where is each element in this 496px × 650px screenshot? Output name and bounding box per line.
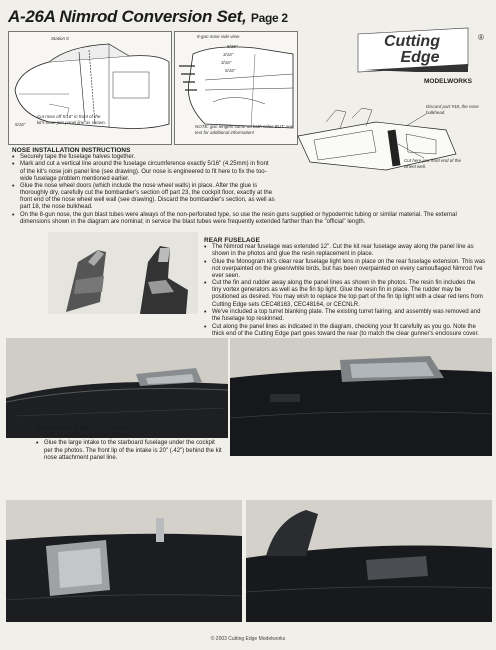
intake-photo-left-image xyxy=(6,500,242,622)
gun-length-note: NOTE: gun lengths same on both sides BUT: see text for additional information! xyxy=(195,124,294,135)
discard-bulkhead-note: Discard part #18, the nose bulkhead. xyxy=(426,104,479,115)
title-text: A-26A Nimrod Conversion Set, xyxy=(8,7,247,26)
rear-fuselage-heading: REAR FUSELAGE xyxy=(204,237,260,244)
nose-drawing xyxy=(9,32,171,144)
copyright-footer: © 2003 Cutting Edge Modelworks xyxy=(210,636,286,642)
fuselage-photo-left xyxy=(6,338,228,438)
fuselage-photo-left-image xyxy=(6,338,228,438)
logo-word-cutting: Cutting xyxy=(384,33,440,50)
fin-photo xyxy=(48,232,198,314)
antennas-section xyxy=(36,426,222,462)
fin-photo-image xyxy=(48,232,198,314)
list-item: • Glue the Monogram kit's clear rear fuselage light lens in place on the rear fuselage extension. This was not overpainted on the green/white birds, but has been overpainted on every camouflaged Nimrod I've ever seen. xyxy=(204,259,486,280)
gun-dim-1: 5/16" xyxy=(227,44,238,49)
nose-installation-list xyxy=(12,154,488,226)
antennas-list xyxy=(36,433,222,462)
list-item: • On the 8-gun nose, the gun blast tubes were always of the non-perforated type, so use the resin guns supplied or hypodermic tubing or similar material. The external dimensions shown in the diagram are nominal; in service the blast tubes were frequently extended farther than the "official" length. xyxy=(12,212,488,226)
rear-fuselage-section xyxy=(204,237,486,338)
logo-word-edge: Edge xyxy=(400,49,440,66)
fuselage-photo-right-image xyxy=(230,338,492,456)
list-item: • Add all antennas per the photos. xyxy=(36,433,222,440)
list-item: • Mark and cut a vertical line around the fuselage circumference exactly 5/16" (4.25mm) in front of the kit's nose join panel line (see drawing). Our nose is engineered to fit here to fix the too-wide fuselage problem mentioned earlier. xyxy=(12,161,272,182)
intake-photo-right xyxy=(246,500,492,622)
gun-dim-2: 3/16" xyxy=(223,52,234,57)
fuselage-photo-right xyxy=(230,338,492,456)
list-item: • Securely tape the fuselage halves together. xyxy=(12,154,272,161)
gun-dim-4: 5/16" xyxy=(225,68,236,73)
page-title xyxy=(8,7,288,27)
cutting-edge-logo xyxy=(356,26,486,86)
list-item: • Cut the fin and rudder away along the panel lines as shown in the photos. The resin fin includes the tiny vortex generators as well as the fin tip light. Glue the resin fin in place. The rudder may be positioned as desired. You may wish to replace the top part of the fin tip light with a clear red lens from Cutting Edge sets CEC48163, CEC48164, or CECNLR. xyxy=(204,280,486,308)
station-label: Station 0 xyxy=(51,36,69,41)
intake-photo-right-image xyxy=(246,500,492,622)
nose-installation-heading: NOSE INSTALLATION INSTRUCTIONS xyxy=(12,147,131,154)
page-number: Page 2 xyxy=(250,11,288,25)
list-item: • The Nimrod rear fuselage was extended 12". Cut the kit rear fuselage away along the panel line as shown in the photos and glue the resin replacement in place. xyxy=(204,244,486,258)
intake-photo-left xyxy=(6,500,242,622)
logo-modelworks: MODELWORKS xyxy=(423,78,473,85)
antennas-heading: ANTENNAS & MISCELLANEOUS xyxy=(36,426,138,433)
nose-diagram xyxy=(8,31,172,145)
nose-cut-note: Cut nose off 5/16" in front of the kit's nose join panel line as shown. xyxy=(37,114,106,125)
cut-here-note: Cut here just front end of the wheel well. xyxy=(404,158,462,169)
nose-fraction-label: 5/16" xyxy=(15,122,26,127)
gun-nose-diagram xyxy=(174,31,298,145)
gun-nose-label: 8-gun nose side view xyxy=(197,34,240,39)
rear-fuselage-list xyxy=(204,244,486,338)
list-item: • We've included a top turret blanking plate. The existing turret fairing, and assembly was removed and the fuselage top reskinned. xyxy=(204,309,486,323)
logo-graphic xyxy=(356,26,486,86)
list-item: • Cut along the panel lines as indicated in the diagram, checking your fit carefully as you go. Note the thick end of the Cutting Edge part goes toward the rear (to match the clear gunner's enclosure cover. xyxy=(204,324,486,338)
gun-dim-3: 3/16" xyxy=(221,60,232,65)
list-item: • Glue the nose wheel doors (which include the nose wheel walls) in place. After the glue is thoroughly dry, carefully cut the bombardier's section off part 23, the cockpit floor, exactly at the front end of the nose wheel well wall (see drawing). Discard the bombardier's section, as well as part 18, the nose bulkhead. xyxy=(12,183,282,211)
logo-registered-mark: ® xyxy=(478,33,484,42)
list-item: • Glue the large intake to the starboard fuselage under the cockpit per the photos. The front lip of the intake is 20" (.42") behind the kit nose attachment panel line. xyxy=(36,440,222,461)
nose-installation-section xyxy=(12,147,488,227)
